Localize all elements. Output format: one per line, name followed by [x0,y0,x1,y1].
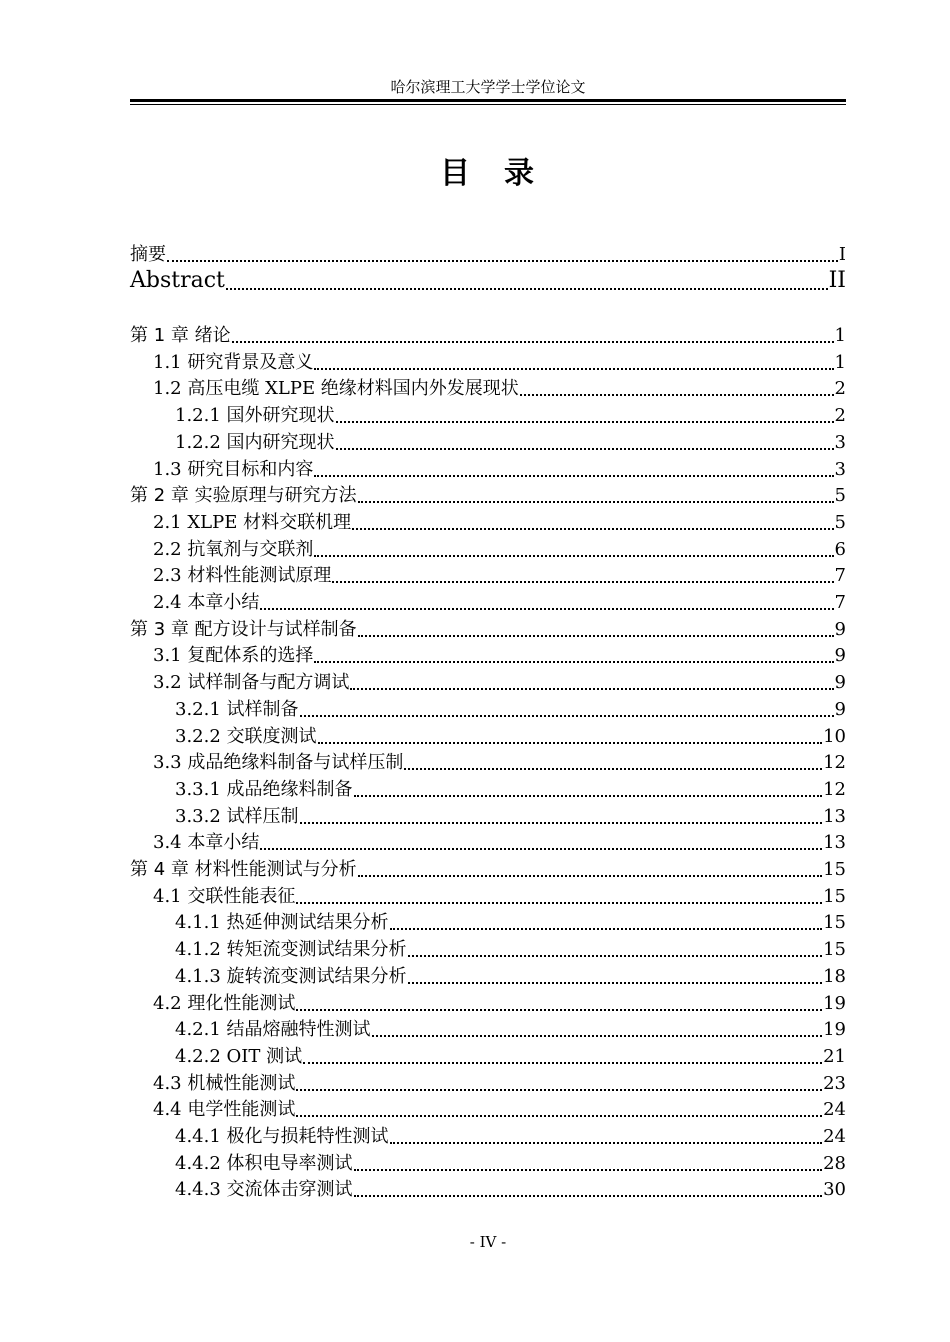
toc-entry-page: 15 [823,886,846,907]
toc-entry-page: 2 [834,405,846,426]
dot-leader [336,448,834,450]
toc-entry[interactable] [153,562,846,589]
header-rule-thin [130,104,846,105]
toc-entry[interactable] [175,1176,846,1203]
toc-entry-page: 1 [834,352,846,373]
toc-entry-label: 第 4 章 材料性能测试与分析 [130,859,357,880]
dot-leader [358,501,834,503]
toc-entry[interactable] [153,1096,846,1123]
dot-leader [260,848,822,850]
toc-entry-page: 23 [823,1073,846,1094]
toc-entry-page: 7 [834,592,846,613]
toc-entry[interactable] [153,829,846,856]
toc-entry-label: 1.1 研究背景及意义 [153,352,314,373]
running-header: 哈尔滨理工大学学士学位论文 [390,78,586,96]
toc-entry-label: 4.4.3 交流体击穿测试 [175,1179,353,1200]
toc-entry-label: 4.2.1 结晶熔融特性测试 [175,1019,371,1040]
dot-leader [167,260,838,262]
dot-leader [354,1195,823,1197]
toc-entry-page: 9 [834,645,846,666]
toc-entry-label: 3.2.2 交联度测试 [175,726,317,747]
toc-entry[interactable] [130,322,846,349]
toc-entry-page: 9 [834,619,846,640]
toc-entry[interactable] [175,1016,846,1043]
toc-entry[interactable] [153,589,846,616]
toc-entry[interactable] [153,375,846,402]
toc-entry-label: 2.2 抗氧剂与交联剂 [153,539,314,560]
toc-entry-label: 4.2.2 OIT 测试 [175,1046,303,1067]
toc-entry-label: 第 1 章 绪论 [130,325,231,346]
toc-entry-page: 19 [823,993,846,1014]
toc-entry-page: 18 [823,966,846,987]
dot-leader [303,1062,822,1064]
toc-entry-page: 6 [834,539,846,560]
dot-leader [390,928,823,930]
dot-leader [354,1169,823,1171]
toc-entry-page: 21 [823,1046,846,1067]
dot-leader [314,475,833,477]
toc-entry-label: 3.3.1 成品绝缘料制备 [175,779,353,800]
toc-entry[interactable] [175,1123,846,1150]
toc-entry-page: I [838,244,846,265]
toc-entry-label: 4.2 理化性能测试 [153,993,296,1014]
toc-entry-label: Abstract [130,268,225,293]
toc-entry[interactable] [175,1043,846,1070]
dot-leader [318,742,823,744]
toc-entry-label: 1.3 研究目标和内容 [153,459,314,480]
toc-entry-page: 9 [834,672,846,693]
dot-leader [404,768,822,770]
toc-entry-label: 3.2 试样制备与配方调试 [153,672,350,693]
toc-entry[interactable] [175,776,846,803]
toc-entry-page: 30 [823,1179,846,1200]
toc-entry-page: 9 [834,699,846,720]
dot-leader [354,795,823,797]
toc-entry[interactable] [130,856,846,883]
toc-entry[interactable] [153,883,846,910]
toc-entry[interactable] [130,616,846,643]
toc-entry-label: 3.4 本章小结 [153,832,260,853]
toc-entry-page: 19 [823,1019,846,1040]
toc-entry-label: 3.3 成品绝缘料制备与试样压制 [153,752,404,773]
toc-entry[interactable] [175,803,846,830]
toc-entry-label: 第 2 章 实验原理与研究方法 [130,485,357,506]
toc-entry-page: 12 [823,752,846,773]
toc-entry-page: 7 [834,565,846,586]
toc-entry-label: 1.2.2 国内研究现状 [175,432,335,453]
toc-entry-label: 2.4 本章小结 [153,592,260,613]
dot-leader [372,1035,823,1037]
dot-leader [296,1009,822,1011]
toc-entry[interactable] [153,536,846,563]
toc-entry[interactable] [175,936,846,963]
toc-entry[interactable] [175,963,846,990]
toc-entry-page: 15 [823,912,846,933]
toc-entry[interactable] [175,402,846,429]
dot-leader [358,875,822,877]
toc-entry-page: 13 [823,832,846,853]
toc-entry-label: 4.1.1 热延伸测试结果分析 [175,912,389,933]
toc-entry-label: 1.2.1 国外研究现状 [175,405,335,426]
toc-entry-page: 5 [834,485,846,506]
toc-entry-page: 10 [823,726,846,747]
dot-leader [300,822,823,824]
toc-entry-label: 2.3 材料性能测试原理 [153,565,332,586]
dot-leader [232,341,834,343]
dot-leader [296,1089,822,1091]
toc-entry[interactable] [175,429,846,456]
toc-entry-page: 5 [834,512,846,533]
dot-leader [350,688,833,690]
toc-entry-label: 4.1.2 转矩流变测试结果分析 [175,939,407,960]
dot-leader [314,555,833,557]
toc-entry-label: 4.3 机械性能测试 [153,1073,296,1094]
dot-leader [520,394,834,396]
dot-leader [314,368,833,370]
toc-entry[interactable] [175,909,846,936]
toc-entry[interactable] [153,509,846,536]
page-title: 目 录 [440,156,536,191]
toc-entry-page: 3 [834,432,846,453]
toc-entry-label: 4.1.3 旋转流变测试结果分析 [175,966,407,987]
toc-entry-label: 3.1 复配体系的选择 [153,645,314,666]
toc-entry-page: 28 [823,1153,846,1174]
dot-leader [260,608,833,610]
toc-entry[interactable] [175,696,846,723]
toc-entry-page: 12 [823,779,846,800]
dot-leader [226,288,828,290]
toc-entry-page: 2 [834,378,846,399]
dot-leader [300,715,834,717]
dot-leader [408,955,823,957]
toc-entry[interactable] [153,1070,846,1097]
toc-entry-label: 第 3 章 配方设计与试样制备 [130,619,357,640]
toc-entry-label: 3.3.2 试样压制 [175,806,299,827]
toc-entry[interactable] [175,1150,846,1177]
toc-entry-label: 4.4 电学性能测试 [153,1099,296,1120]
toc-entry-label: 1.2 高压电缆 XLPE 绝缘材料国内外发展现状 [153,378,519,399]
dot-leader [296,902,822,904]
dot-leader [390,1142,823,1144]
toc-entry[interactable] [130,241,846,268]
toc-entry-page: 24 [823,1099,846,1120]
dot-leader [296,1115,822,1117]
toc-entry-page: 15 [823,859,846,880]
toc-entry-label: 4.4.1 极化与损耗特性测试 [175,1126,389,1147]
page-number: - IV - [469,1233,507,1251]
toc-entry[interactable] [153,669,846,696]
toc-entry[interactable] [130,266,846,296]
toc-entry-page: II [828,268,846,293]
dot-leader [336,421,834,423]
toc-entry-label: 摘要 [130,244,166,265]
toc-entry-page: 13 [823,806,846,827]
toc-entry[interactable] [153,349,846,376]
dot-leader [408,982,823,984]
toc-entry-label: 4.1 交联性能表征 [153,886,296,907]
toc-entry-page: 1 [834,325,846,346]
toc-entry-label: 2.1 XLPE 材料交联机理 [153,512,352,533]
toc-entry-label: 3.2.1 试样制备 [175,699,299,720]
dot-leader [332,581,833,583]
toc-entry-page: 24 [823,1126,846,1147]
dot-leader [358,635,834,637]
dot-leader [352,528,833,530]
toc-entry[interactable] [153,990,846,1017]
toc-entry-label: 4.4.2 体积电导率测试 [175,1153,353,1174]
toc-entry-page: 15 [823,939,846,960]
toc-entry[interactable] [153,456,846,483]
toc-entry[interactable] [153,642,846,669]
toc-entry-page: 3 [834,459,846,480]
dot-leader [314,661,833,663]
toc-entry[interactable] [175,723,846,750]
header-rule-thick [130,99,846,102]
toc-entry[interactable] [153,749,846,776]
toc-entry[interactable] [130,482,846,509]
